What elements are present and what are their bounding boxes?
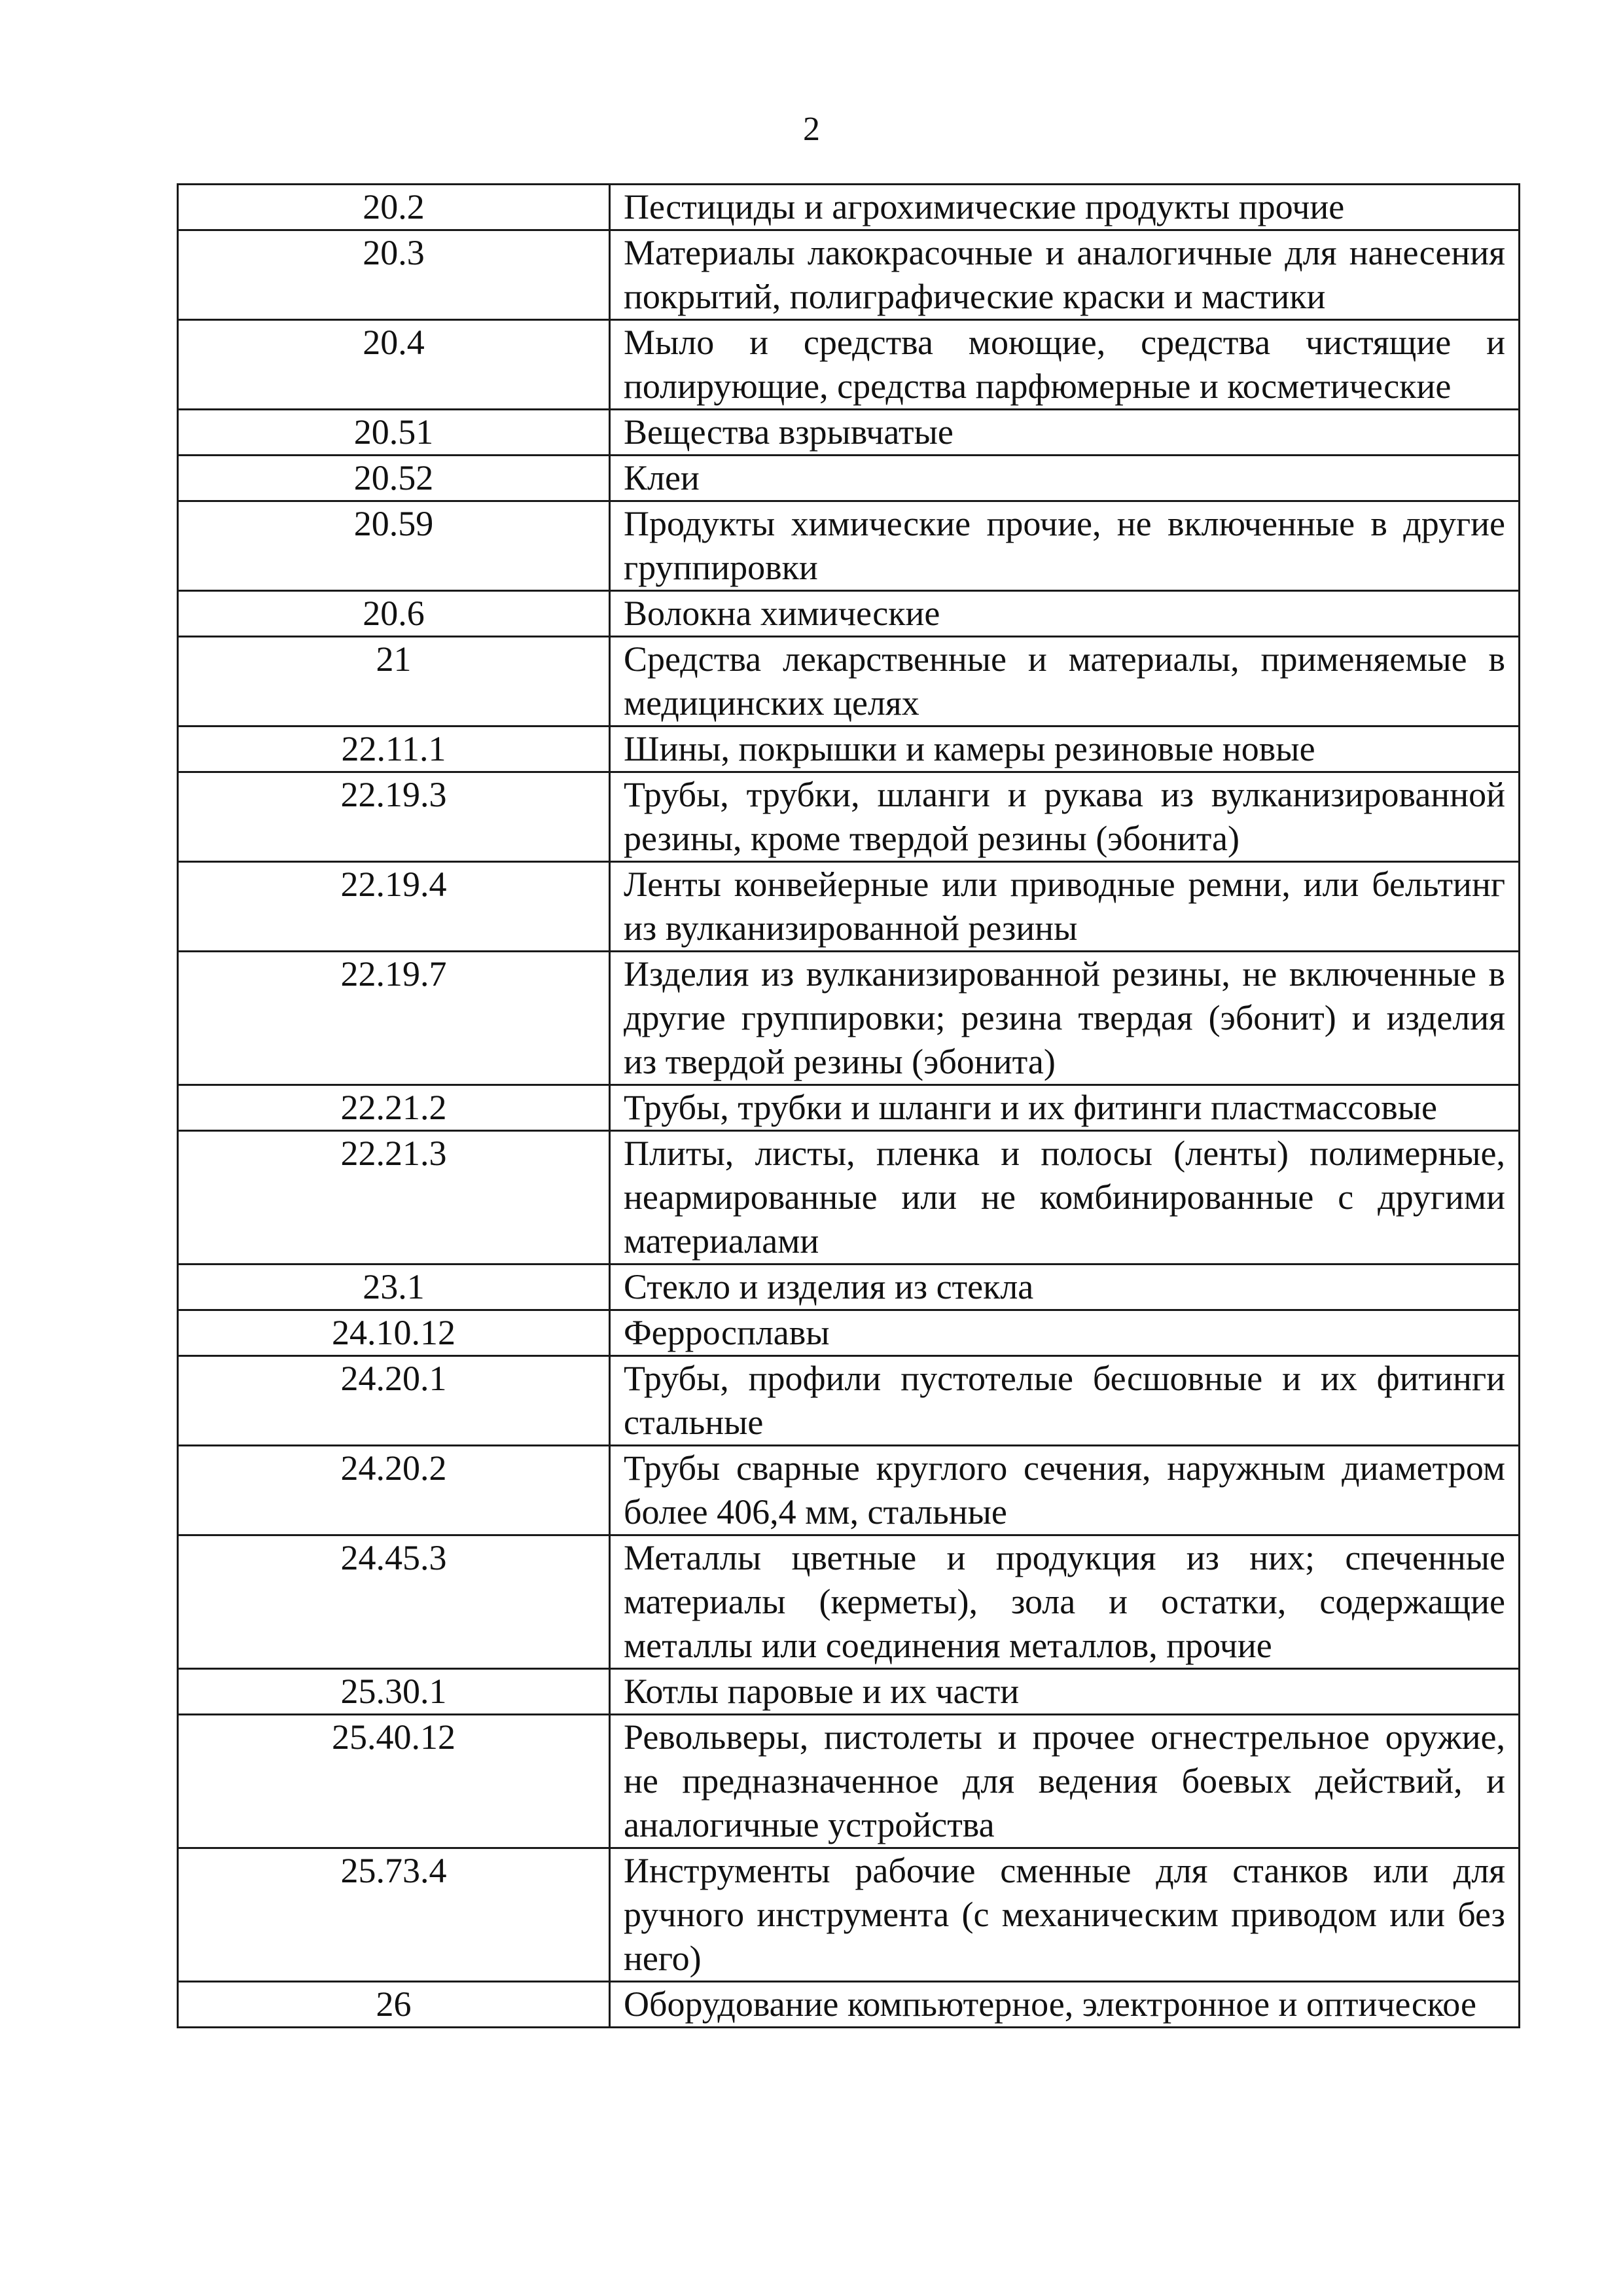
table-row [178, 1356, 1520, 1446]
table-row [178, 501, 1520, 591]
description-cell: Оборудование компьютерное, электронное и оптическое [610, 1982, 1520, 2028]
code-cell: 22.21.2 [178, 1085, 610, 1131]
code-cell: 23.1 [178, 1265, 610, 1310]
code-cell: 25.73.4 [178, 1848, 610, 1982]
code-cell: 20.52 [178, 456, 610, 501]
code-cell: 21 [178, 637, 610, 726]
description-cell: Котлы паровые и их части [610, 1669, 1520, 1715]
description-cell: Продукты химические прочие, не включенные в другие группировки [610, 501, 1520, 591]
table-row [178, 1848, 1520, 1982]
description-cell: Металлы цветные и продукция из них; спеченные материалы (керметы), зола и остатки, содержащие металлы или соединения металлов, прочие [610, 1535, 1520, 1669]
description-cell: Трубы, профили пустотелые бесшовные и их фитинги стальные [610, 1356, 1520, 1446]
description-cell: Ферросплавы [610, 1310, 1520, 1356]
table-row [178, 456, 1520, 501]
description-cell: Ленты конвейерные или приводные ремни, или бельтинг из вулканизированной резины [610, 862, 1520, 952]
okpd-codes-table [177, 183, 1520, 2028]
page-number: 2 [803, 111, 820, 148]
table-row [178, 185, 1520, 230]
table-row [178, 1265, 1520, 1310]
code-cell: 22.19.7 [178, 952, 610, 1085]
table-row [178, 1310, 1520, 1356]
code-cell: 22.19.4 [178, 862, 610, 952]
table-row [178, 1131, 1520, 1265]
description-cell: Волокна химические [610, 591, 1520, 637]
description-cell: Материалы лакокрасочные и аналогичные для нанесения покрытий, полиграфические краски и мастики [610, 230, 1520, 320]
code-cell: 22.21.3 [178, 1131, 610, 1265]
table-row [178, 1535, 1520, 1669]
description-cell: Пестициды и агрохимические продукты прочие [610, 185, 1520, 230]
code-cell: 24.20.2 [178, 1446, 610, 1535]
code-cell: 20.4 [178, 320, 610, 410]
table-row [178, 726, 1520, 772]
code-cell: 26 [178, 1982, 610, 2028]
code-cell: 24.45.3 [178, 1535, 610, 1669]
description-cell: Вещества взрывчатые [610, 410, 1520, 456]
description-cell: Трубы, трубки, шланги и рукава из вулканизированной резины, кроме твердой резины (эбонита) [610, 772, 1520, 862]
table-row [178, 410, 1520, 456]
code-cell: 22.11.1 [178, 726, 610, 772]
table-row [178, 1085, 1520, 1131]
description-cell: Револьверы, пистолеты и прочее огнестрельное оружие, не предназначенное для ведения боевых действий, и аналогичные устройства [610, 1715, 1520, 1848]
code-cell: 20.59 [178, 501, 610, 591]
code-cell: 20.51 [178, 410, 610, 456]
description-cell: Инструменты рабочие сменные для станков или для ручного инструмента (с механическим приводом или без него) [610, 1848, 1520, 1982]
description-cell: Изделия из вулканизированной резины, не включенные в другие группировки; резина твердая (эбонит) и изделия из твердой резины (эбонита) [610, 952, 1520, 1085]
description-cell: Плиты, листы, пленка и полосы (ленты) полимерные, неармированные или не комбинированные с другими материалами [610, 1131, 1520, 1265]
table-row [178, 637, 1520, 726]
table-row [178, 1669, 1520, 1715]
table-row [178, 230, 1520, 320]
table-row [178, 1446, 1520, 1535]
description-cell: Средства лекарственные и материалы, применяемые в медицинских целях [610, 637, 1520, 726]
table-row [178, 591, 1520, 637]
code-cell: 20.6 [178, 591, 610, 637]
code-cell: 24.10.12 [178, 1310, 610, 1356]
code-cell: 25.30.1 [178, 1669, 610, 1715]
table-row [178, 862, 1520, 952]
description-cell: Трубы сварные круглого сечения, наружным диаметром более 406,4 мм, стальные [610, 1446, 1520, 1535]
code-cell: 20.2 [178, 185, 610, 230]
table-row [178, 320, 1520, 410]
description-cell: Мыло и средства моющие, средства чистящие и полирующие, средства парфюмерные и косметические [610, 320, 1520, 410]
description-cell: Шины, покрышки и камеры резиновые новые [610, 726, 1520, 772]
code-cell: 24.20.1 [178, 1356, 610, 1446]
table-row [178, 1715, 1520, 1848]
description-cell: Клеи [610, 456, 1520, 501]
code-cell: 20.3 [178, 230, 610, 320]
code-cell: 22.19.3 [178, 772, 610, 862]
table-row [178, 952, 1520, 1085]
table-row [178, 1982, 1520, 2028]
description-cell: Трубы, трубки и шланги и их фитинги пластмассовые [610, 1085, 1520, 1131]
table-row [178, 772, 1520, 862]
code-cell: 25.40.12 [178, 1715, 610, 1848]
description-cell: Стекло и изделия из стекла [610, 1265, 1520, 1310]
